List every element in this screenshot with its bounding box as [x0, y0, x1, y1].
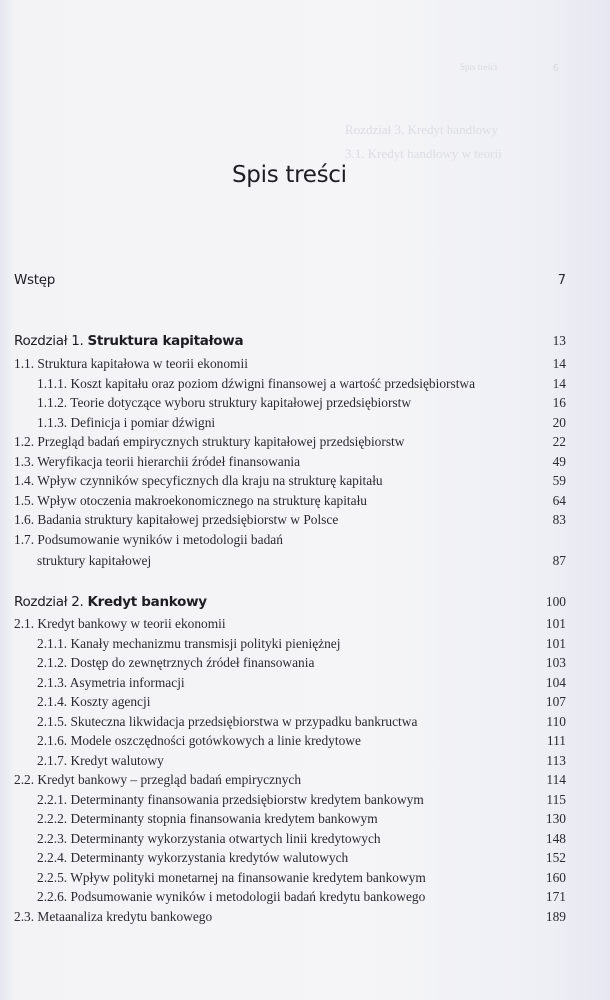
toc-subentry[interactable] [14, 712, 566, 732]
toc-page-number: 49 [552, 453, 566, 469]
toc-page-number: 14 [552, 356, 566, 371]
toc-entry-label: 2.1.2. Dostęp do zewnętrznych źródeł finansowania [37, 655, 315, 670]
toc-entry-intro[interactable] [14, 271, 566, 291]
toc-entry-label: 1.3. Weryfikacja teorii hierarchii źródeł finansowania [14, 453, 301, 469]
toc-entry-label: 2.1.7. Kredyt walutowy [37, 752, 164, 768]
toc-chapter-1 [14, 331, 566, 570]
toc-entry-label: 2.2.3. Determinanty wykorzystania otwartych linii kredytowych [37, 830, 381, 846]
toc-page-number: 101 [545, 616, 566, 631]
toc-entry-label: 2.2.1. Determinanty finansowania przedsiębiorstw kredytem bankowym [37, 791, 424, 807]
toc-subentry[interactable] [14, 673, 566, 693]
toc-entry-label: 1.6. Badania struktury kapitałowej przedsiębiorstw w Polsce [14, 512, 339, 527]
toc-entry-label: 1.1.3. Definicja i pomiar dźwigni [37, 414, 216, 430]
toc-entry-label: 2.1. Kredyt bankowy w teorii ekonomii [14, 616, 226, 631]
toc-page-number: 22 [552, 434, 566, 449]
toc-entry-continuation[interactable] [14, 549, 566, 570]
toc-page-number: 14 [552, 375, 566, 391]
toc-entry-label: 1.2. Przegląd badań empirycznych struktury kapitałowej przedsiębiorstw [14, 434, 405, 449]
toc-page-number: 171 [545, 889, 566, 904]
toc-page-number: 113 [546, 752, 566, 768]
toc-entry-label: 2.1.6. Modele oszczędności gotówkowych a linie kredytowe [37, 733, 361, 748]
bleed-through-page-number: 6 [553, 62, 559, 74]
toc-entry-label: 2.2.2. Determinanty stopnia finansowania kredytem bankowym [37, 811, 378, 826]
toc-entry-label: 2.3. Metaanaliza kredytu bankowego [14, 908, 213, 924]
toc-entry-label: 1.4. Wpływ czynników specyficznych dla kraju na strukturę kapitału [14, 473, 383, 488]
toc-entry[interactable] [14, 471, 566, 491]
toc-subentry[interactable] [14, 374, 566, 394]
toc-page-number: 148 [545, 830, 566, 846]
toc-page-number: 111 [546, 733, 566, 748]
bleed-through-entry-line: 3.1. Kredyt handlowy w teorii [345, 146, 502, 161]
toc-subentry[interactable] [14, 653, 566, 673]
toc-chapter-2 [14, 592, 566, 926]
toc-entry-label: Wstęp [14, 272, 56, 288]
toc-page-number: 101 [545, 635, 566, 651]
toc-entry[interactable] [14, 452, 566, 472]
toc-page-number: 20 [552, 414, 566, 430]
toc-subentry[interactable] [14, 887, 566, 907]
toc-subentry[interactable] [14, 751, 566, 771]
toc-entry-label: 2.1.4. Koszty agencji [37, 694, 151, 709]
toc-subentry[interactable] [14, 848, 566, 868]
toc-page-number: 115 [546, 791, 566, 807]
toc-subentry[interactable] [14, 634, 566, 654]
toc-page-number: 110 [546, 713, 566, 729]
toc-subentry[interactable] [14, 790, 566, 810]
toc-entry[interactable] [14, 491, 566, 511]
toc-subentry[interactable] [14, 413, 566, 433]
toc-page-number: 152 [545, 850, 566, 865]
toc-entry-label: 2.2.4. Determinanty wykorzystania kredytów walutowych [37, 850, 349, 865]
page-title: Spis treści [232, 162, 347, 188]
toc-page-number: 83 [552, 512, 566, 527]
toc-entry-label: 1.1.2. Teorie dotyczące wyboru struktury kapitałowej przedsiębiorstw [37, 395, 412, 410]
toc-entry-label: 2.2.5. Wpływ polityki monetarnej na finansowanie kredytem bankowym [37, 869, 426, 885]
chapter-name: Kredyt bankowy [87, 594, 207, 610]
toc-subentry[interactable] [14, 829, 566, 849]
toc-entry[interactable] [14, 354, 566, 374]
toc-subentry[interactable] [14, 692, 566, 712]
toc-page-number: 107 [545, 694, 566, 709]
toc-entry[interactable] [14, 530, 566, 550]
toc-chapter-title [14, 592, 207, 612]
toc-entry-label: 2.1.1. Kanały mechanizmu transmisji polityki pieniężnej [37, 635, 341, 651]
toc-entry[interactable] [14, 907, 566, 927]
chapter-prefix: Rozdział 1. [14, 333, 88, 349]
toc-entry-label: 1.7. Podsumowanie wyników i metodologii badań [14, 531, 283, 547]
toc-chapter-title [14, 331, 243, 351]
toc-page-number: 13 [552, 333, 566, 348]
bleed-through-chapter-line: Rozdział 3. Kredyt handlowy [345, 122, 499, 137]
toc-chapter-heading[interactable] [14, 331, 566, 354]
toc-subentry[interactable] [14, 868, 566, 888]
bleed-through-running-header: Spis treści [460, 62, 498, 72]
toc-subentry[interactable] [14, 393, 566, 413]
toc-page-number: 59 [552, 473, 566, 488]
toc-page-number: 114 [546, 772, 566, 787]
toc-page-number: 87 [552, 553, 566, 568]
toc-subentry[interactable] [14, 731, 566, 751]
toc-entry[interactable] [14, 770, 566, 790]
toc-page-number: 104 [545, 674, 566, 690]
toc-entry[interactable] [14, 614, 566, 634]
toc-entry-label: 1.5. Wpływ otoczenia makroekonomicznego na strukturę kapitału [14, 492, 368, 508]
toc-chapter-heading[interactable] [14, 592, 566, 614]
toc-entry-label: 1.1.1. Koszt kapitału oraz poziom dźwigni finansowej a wartość przedsiębiorstwa [37, 375, 476, 391]
toc-entry[interactable] [14, 432, 566, 452]
toc-page-number: 16 [552, 395, 566, 410]
toc-entry-label: 2.1.5. Skuteczna likwidacja przedsiębiorstwa w przypadku bankructwa [37, 713, 418, 729]
toc-entry-label-continuation: struktury kapitałowej [37, 553, 152, 568]
toc-entry-label: 2.2. Kredyt bankowy – przegląd badań empirycznych [14, 772, 302, 787]
toc-entry-label: 2.1.3. Asymetria informacji [37, 674, 185, 690]
toc-page-number: 130 [545, 811, 566, 826]
chapter-name: Struktura kapitałowa [87, 333, 244, 349]
chapter-prefix: Rozdział 2. [14, 594, 88, 610]
toc-intro-block [14, 271, 566, 291]
toc-subentry[interactable] [14, 809, 566, 829]
toc-page-number: 189 [545, 908, 566, 924]
toc-entry-label: 2.2.6. Podsumowanie wyników i metodologii badań kredytu bankowego [37, 889, 426, 904]
toc-page-number: 103 [545, 655, 566, 670]
toc-page-number: 100 [545, 594, 566, 609]
toc-page-number: 7 [557, 273, 566, 288]
toc-page-number: 64 [552, 492, 566, 508]
toc-entry[interactable] [14, 510, 566, 530]
toc-entry-label: 1.1. Struktura kapitałowa w teorii ekonomii [14, 356, 248, 371]
toc-page-number: 160 [545, 869, 566, 885]
